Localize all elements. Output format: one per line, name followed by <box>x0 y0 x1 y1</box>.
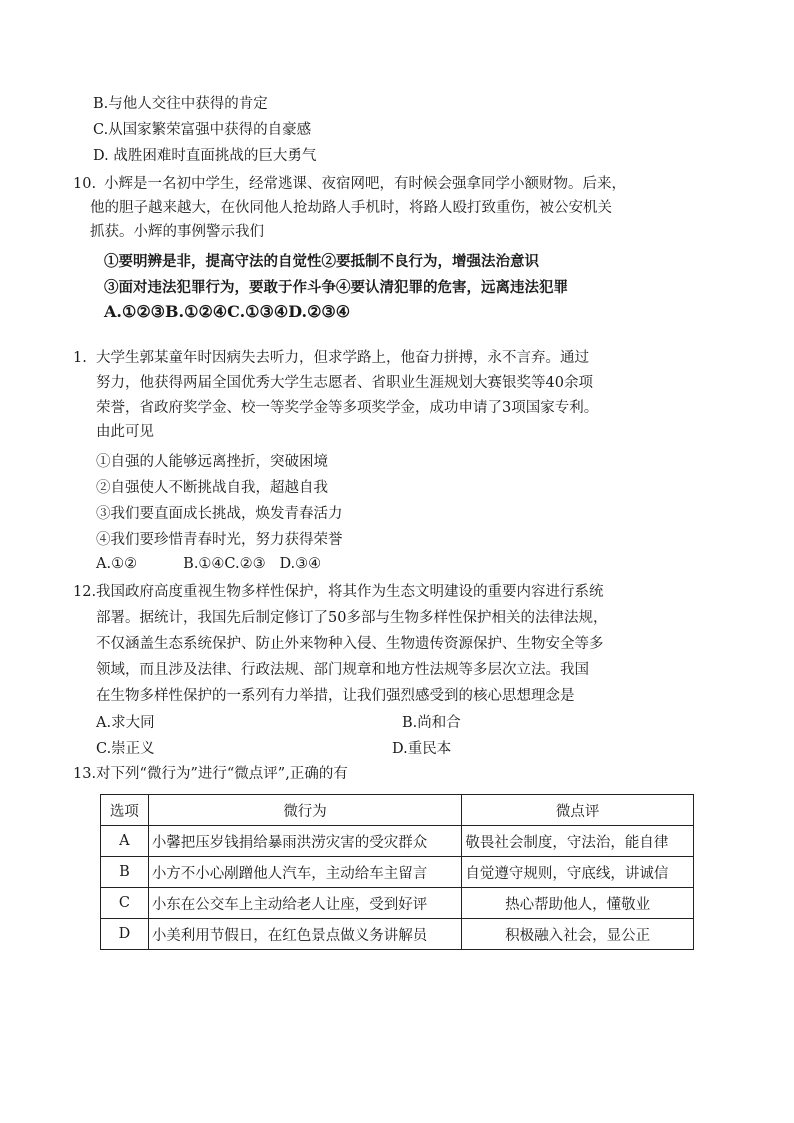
row-comment: 积极融入社会，显公正 <box>462 919 694 950</box>
q12-stem-line-5: 在生物多样性保护的一系列有力举措，让我们强烈感受到的核心思想理念是 <box>96 688 575 704</box>
table-row <box>101 888 694 919</box>
row-option-label: C <box>101 888 149 919</box>
q11-statement-3: ③我们要直面成长挑战，焕发青春活力 <box>96 506 343 522</box>
q9-option-d: D. 战胜困难时直面挑战的巨大勇气 <box>93 148 317 164</box>
q12-stem-line-4: 领域，而且涉及法律、行政法规、部门规章和地方性法规等多层次立法。我国 <box>96 662 589 678</box>
q12-stem-line-3: 不仅涵盖生态系统保护、防止外来物种入侵、生物遗传资源保护、生物安全等多 <box>96 636 604 652</box>
q11-statement-2: ②自强使人不断挑战自我，超越自我 <box>96 480 328 496</box>
q12-number: 12. <box>73 584 97 600</box>
q11-number: 1. <box>73 350 87 366</box>
q11-stem-line-1: 大学生郭某童年时因病失去听力，但求学路上，他奋力拼搏，永不言弃。通过 <box>96 350 589 366</box>
table-row <box>101 857 694 888</box>
table-header-behavior: 微行为 <box>148 795 462 826</box>
q10-stem-line-2: 他的胆子越来越大，在伙同他人抢劫路人手机时，将路人殴打致重伤，被公安机关 <box>90 200 612 216</box>
q10-choices: A.①②③B.①②④C.①③④D.②③④ <box>104 302 351 321</box>
q9-option-c: C.从国家繁荣富强中获得的自豪感 <box>93 122 312 138</box>
table-header-option: 选项 <box>101 795 149 826</box>
q11-stem-line-4: 由此可见 <box>96 424 154 440</box>
row-option-label: A <box>101 826 149 857</box>
q10-statements-line-1: ①要明辨是非，提高守法的自觉性②要抵制不良行为，增强法治意识 <box>104 253 539 270</box>
row-behavior: 小东在公交车上主动给老人让座，受到好评 <box>148 888 462 919</box>
row-option-label: D <box>101 919 149 950</box>
q11-stem-line-3: 荣誉，省政府奖学金、校一等奖学金等多项奖学金，成功申请了3项国家专利。 <box>96 400 599 416</box>
q11-choices: A.①② B.①④C.②③ D.③④ <box>96 556 322 572</box>
row-behavior: 小馨把压岁钱捐给暴雨洪涝灾害的受灾群众 <box>148 826 462 857</box>
q13-table <box>100 794 694 950</box>
q10-statements-line-2: ③面对违法犯罪行为，要敢于作斗争④要认清犯罪的危害，远离违法犯罪 <box>104 279 568 296</box>
row-behavior: 小美利用节假日，在红色景点做义务讲解员 <box>148 919 462 950</box>
row-comment: 自觉遵守规则，守底线，讲诚信 <box>462 857 694 888</box>
table-row <box>101 826 694 857</box>
q10-number: 10. <box>73 176 97 192</box>
q12-option-b: B.尚和合 <box>402 715 461 731</box>
row-comment: 敬畏社会制度，守法治，能自律 <box>462 826 694 857</box>
q12-option-c: C.崇正义 <box>96 741 155 757</box>
q11-statement-4: ④我们要珍惜青春时光，努力获得荣誉 <box>96 532 343 548</box>
q12-stem-line-2: 部署。据统计，我国先后制定修订了50多部与生物多样性保护相关的法律法规， <box>96 610 608 626</box>
table-row <box>101 919 694 950</box>
q12-option-a: A.求大同 <box>96 715 155 731</box>
q11-statement-1: ①自强的人能够远离挫折，突破困境 <box>96 454 328 470</box>
q12-option-d: D.重民本 <box>392 741 452 757</box>
q9-option-b: B.与他人交往中获得的肯定 <box>93 96 268 112</box>
row-option-label: B <box>101 857 149 888</box>
row-comment: 热心帮助他人，懂敬业 <box>462 888 694 919</box>
table-header-comment: 微点评 <box>462 795 694 826</box>
q10-stem-line-3: 抓获。小辉的事例警示我们 <box>90 224 264 240</box>
row-behavior: 小方不小心剐蹭他人汽车，主动给车主留言 <box>148 857 462 888</box>
q11-stem-line-2: 努力，他获得两届全国优秀大学生志愿者、省职业生涯规划大赛银奖等40余项 <box>96 375 593 391</box>
table-header-row <box>101 795 694 826</box>
q13-stem: 13.对下列“微行为”进行“微点评”,正确的有 <box>73 766 348 782</box>
q10-stem-line-1: 小辉是一名初中学生，经常逃课、夜宿网吧，有时候会强拿同学小额财物。后来， <box>104 176 626 192</box>
q12-stem-line-1: 我国政府高度重视生物多样性保护，将其作为生态文明建设的重要内容进行系统 <box>96 584 604 600</box>
